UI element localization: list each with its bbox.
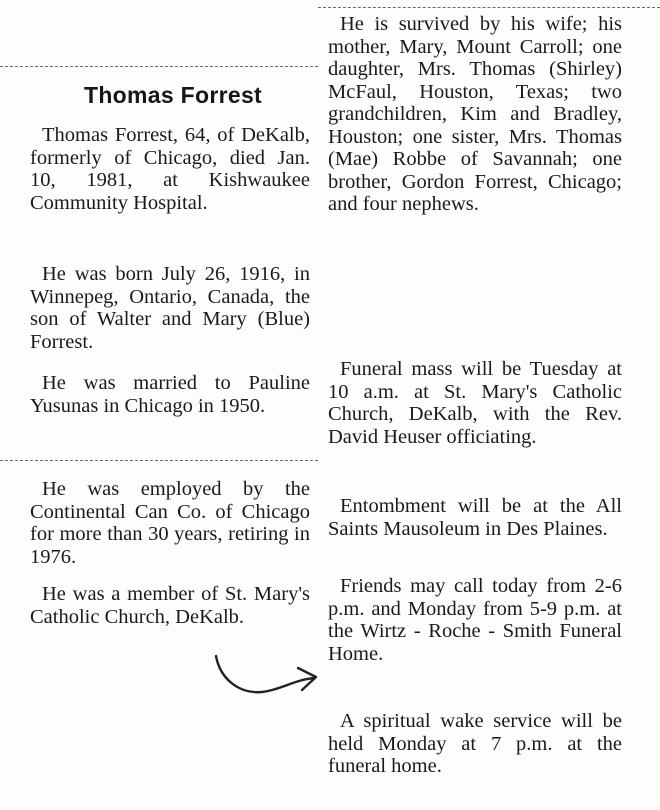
left-paragraph-1 xyxy=(30,124,310,214)
right-paragraph-2 xyxy=(328,358,622,448)
right-paragraph-3 xyxy=(328,495,622,540)
middle-rule-left xyxy=(0,460,318,461)
top-rule-right xyxy=(318,7,660,8)
right-paragraph-4 xyxy=(328,575,622,665)
left-paragraph-4 xyxy=(30,478,310,568)
left-paragraph-5 xyxy=(30,583,310,628)
paragraph-text: He was born July 26, 1916, in Winnepeg, Ontario, Canada, the son of Walter and Mary (Blue) Forrest. xyxy=(30,263,310,353)
paragraph-text: Entombment will be at the All Saints Mausoleum in Des Plaines. xyxy=(328,495,622,540)
hand-drawn-arrow-icon xyxy=(210,648,322,708)
paragraph-text: Thomas Forrest, 64, of DeKalb, formerly of Chicago, died Jan. 10, 1981, at Kishwaukee Community Hospital. xyxy=(30,124,310,214)
paragraph-text: He was a member of St. Mary's Catholic Church, DeKalb. xyxy=(30,583,310,628)
paragraph-text: Friends may call today from 2-6 p.m. and Monday from 5-9 p.m. at the Wirtz - Roche - Smith Funeral Home. xyxy=(328,575,622,665)
top-rule-left xyxy=(0,66,318,67)
right-paragraph-5 xyxy=(328,710,622,778)
paragraph-text: A spiritual wake service will be held Monday at 7 p.m. at the funeral home. xyxy=(328,710,622,777)
obituary-headline: Thomas Forrest xyxy=(83,82,262,108)
right-paragraph-1 xyxy=(328,13,622,216)
paragraph-text: He is survived by his wife; his mother, Mary, Mount Carroll; one daughter, Mrs. Thomas (Shirley) McFaul, Houston, Texas; two grandchildren, Kim and Bradley, Houston; one sister, Mrs. Thomas (Mae) Robbe of Savannah; one brother, Gordon Forrest, Chicago; and four nephews. xyxy=(328,13,622,215)
paragraph-text: He was married to Pauline Yusunas in Chicago in 1950. xyxy=(30,372,310,417)
left-paragraph-3 xyxy=(30,372,310,417)
left-paragraph-2 xyxy=(30,263,310,353)
paragraph-text: He was employed by the Continental Can Co. of Chicago for more than 30 years, retiring in 1976. xyxy=(30,478,310,568)
paragraph-text: Funeral mass will be Tuesday at 10 a.m. at St. Mary's Catholic Church, DeKalb, with the Rev. David Heuser officiating. xyxy=(328,358,622,448)
